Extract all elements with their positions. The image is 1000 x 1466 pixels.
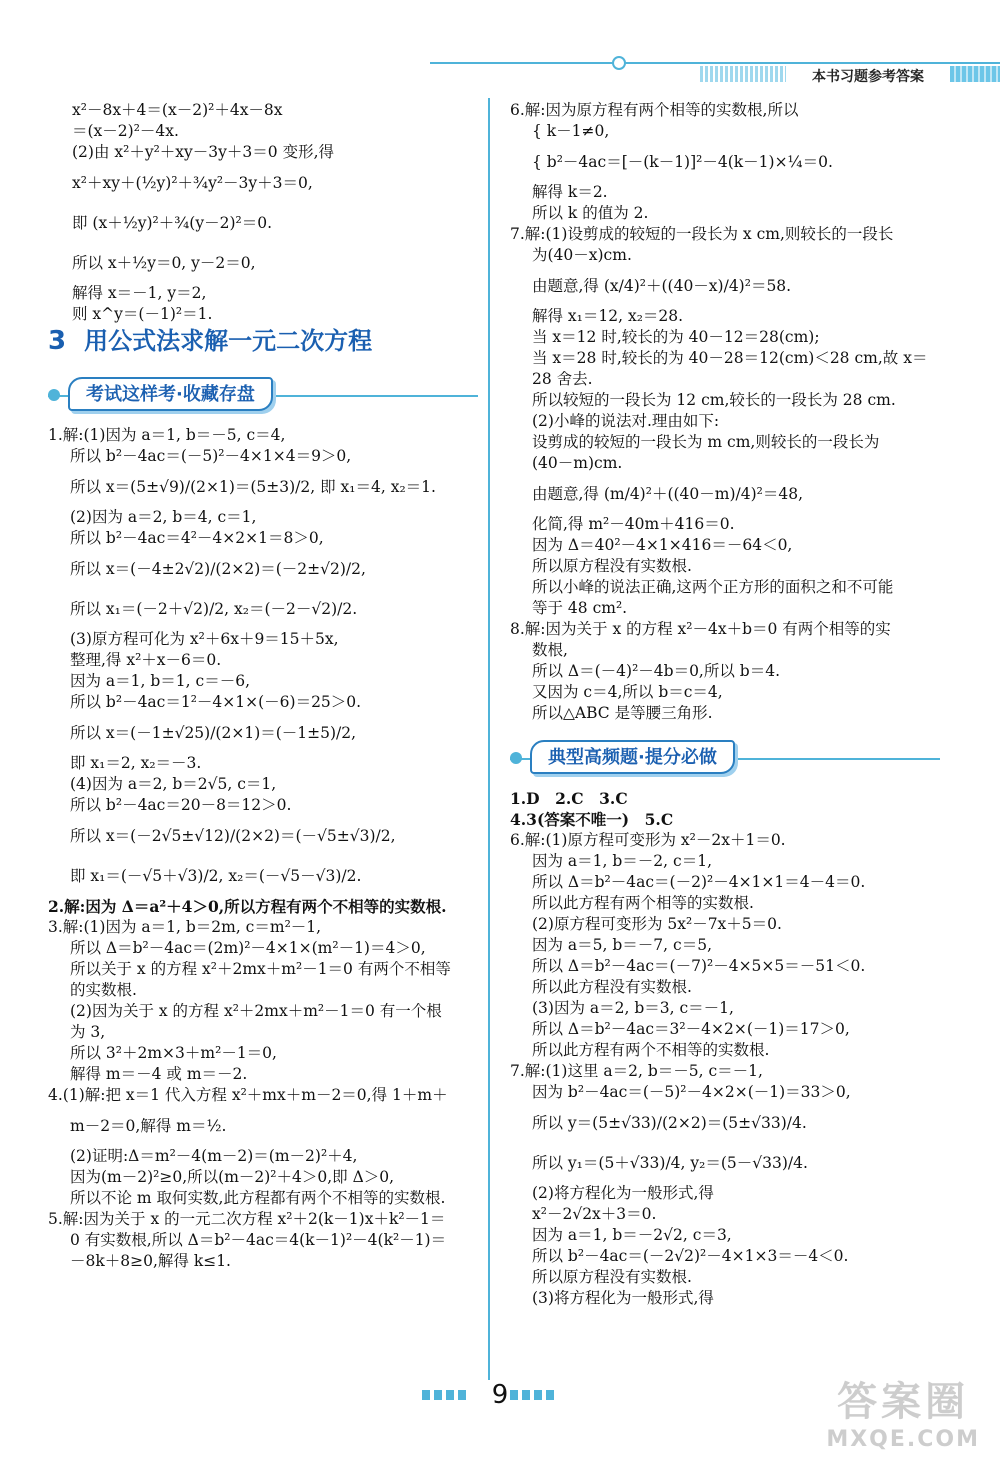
answer-line: m－2＝0,解得 m＝½. bbox=[70, 1117, 227, 1135]
answer-line: (2)原方程可变形为 5x²－7x＋5＝0. bbox=[532, 915, 782, 933]
answer-line: { k－1≠0, bbox=[532, 122, 610, 140]
answer-line: 所以 Δ＝b²－4ac＝3²－4×2×(－1)＝17＞0, bbox=[532, 1020, 850, 1038]
answer-line: (2)因为关于 x 的方程 x²＋2mx＋m²－1＝0 有一个根 bbox=[70, 1002, 442, 1020]
running-header-title: 本书习题参考答案 bbox=[790, 62, 946, 88]
answer-line: 4.3(答案不唯一) 5.C bbox=[510, 810, 674, 829]
answer-line: 2.解:因为 Δ＝a²＋4＞0,所以方程有两个不相等的实数根. bbox=[48, 897, 447, 916]
answer-line: 又因为 c＝4,所以 b＝c＝4, bbox=[532, 683, 723, 701]
answer-line: (3)因为 a＝2, b＝3, c＝－1, bbox=[532, 999, 734, 1017]
answer-line: 所以原方程没有实数根. bbox=[532, 1268, 692, 1286]
text-line: x²＋xy＋(½y)²＋¾y²－3y＋3＝0, bbox=[72, 174, 313, 192]
text-line: 即 (x＋½y)²＋¾(y－2)²＝0. bbox=[72, 214, 272, 232]
answer-line: 所以 x＝(－2√5±√12)/(2×2)＝(－√5±√3)/2, bbox=[70, 827, 396, 845]
answer-line: (2)因为 a＝2, b＝4, c＝1, bbox=[70, 508, 257, 526]
banner-label: 典型高频题·提分必做 bbox=[530, 740, 735, 774]
answer-line: 所以 b²－4ac＝1²－4×1×(－6)＝25＞0. bbox=[70, 693, 362, 711]
answer-line: 即 x₁＝(－√5＋√3)/2, x₂＝(－√5－√3)/2. bbox=[70, 867, 362, 885]
header-dot-icon bbox=[612, 56, 626, 70]
banner-bullet-icon bbox=[48, 389, 60, 401]
answer-line: { b²－4ac＝[－(k－1)]²－4(k－1)×¼＝0. bbox=[532, 153, 833, 171]
answer-line: 6.解:(1)原方程可变形为 x²－2x＋1＝0. bbox=[510, 831, 786, 849]
answer-line: 当 x＝12 时,较长的为 40－12＝28(cm); bbox=[532, 328, 820, 346]
answer-line: 解得 k＝2. bbox=[532, 183, 608, 201]
answer-line: 所以 b²－4ac＝4²－4×2×1＝8＞0, bbox=[70, 529, 324, 547]
section-title: 用公式法求解一元二次方程 bbox=[84, 327, 373, 355]
answer-line: 等于 48 cm². bbox=[532, 599, 628, 617]
watermark-url: MXQE.COM bbox=[826, 1427, 980, 1452]
answer-line: 所以此方程没有实数根. bbox=[532, 978, 692, 996]
answer-line: 由题意,得 (x/4)²＋((40－x)/4)²＝58. bbox=[532, 277, 792, 295]
answer-line: 由题意,得 (m/4)²＋((40－m)/4)²＝48, bbox=[532, 485, 804, 503]
answer-line: 所以此方程有两个相等的实数根. bbox=[532, 894, 754, 912]
answer-line: 即 x₁＝2, x₂＝－3. bbox=[70, 754, 202, 772]
answer-line: 整理,得 x²＋x－6＝0. bbox=[70, 651, 222, 669]
answer-line: (4)因为 a＝2, b＝2√5, c＝1, bbox=[70, 775, 277, 793]
page-number-right-decoration bbox=[510, 1390, 554, 1400]
answer-line: 当 x＝28 时,较长的为 40－28＝12(cm)＜28 cm,故 x＝ bbox=[532, 349, 928, 367]
left-column bbox=[48, 100, 478, 1272]
answer-line: 所以不论 m 取何实数,此方程都有两个不相等的实数根. bbox=[70, 1189, 446, 1207]
text-line: 则 x^y＝(－1)²＝1. bbox=[72, 305, 213, 323]
answer-line: 所以 y₁＝(5＋√33)/4, y₂＝(5－√33)/4. bbox=[532, 1154, 808, 1172]
answer-line: －8k＋8≥0,解得 k≤1. bbox=[70, 1252, 231, 1270]
answer-line: 因为 a＝1, b＝－2, c＝1, bbox=[532, 852, 712, 870]
answer-line: 因为 a＝5, b＝－7, c＝5, bbox=[532, 936, 712, 954]
page-number: 9 bbox=[491, 1380, 509, 1410]
right-column bbox=[510, 100, 940, 1309]
answer-line: 所以 y＝(5±√33)/(2×2)＝(5±√33)/4. bbox=[532, 1114, 807, 1132]
answer-line: 所以此方程有两个不相等的实数根. bbox=[532, 1041, 770, 1059]
answer-line: 化简,得 m²－40m＋416＝0. bbox=[532, 515, 735, 533]
header-stripe-decoration bbox=[700, 66, 786, 82]
answer-line: 所以 x＝(－1±√25)/(2×1)＝(－1±5)/2, bbox=[70, 724, 357, 742]
banner-bullet-icon bbox=[510, 752, 522, 764]
answer-line: (2)证明:Δ＝m²－4(m－2)＝(m－2)²＋4, bbox=[70, 1147, 358, 1165]
answer-line: (2)将方程化为一般形式,得 bbox=[532, 1184, 714, 1202]
text-line: ＝(x－2)²－4x. bbox=[72, 122, 179, 140]
subsection-banner bbox=[510, 738, 940, 776]
answer-line: 所以 Δ＝b²－4ac＝(2m)²－4×1×(m²－1)＝4＞0, bbox=[70, 939, 426, 957]
watermark bbox=[826, 1370, 980, 1452]
answer-line: 的实数根. bbox=[70, 981, 137, 999]
answer-line: 所以 x＝(－4±2√2)/(2×2)＝(－2±√2)/2, bbox=[70, 560, 366, 578]
banner-label: 考试这样考·收藏存盘 bbox=[68, 377, 273, 411]
answer-line: 为(40－x)cm. bbox=[532, 246, 632, 264]
answer-line: 1.解:(1)因为 a＝1, b＝－5, c＝4, bbox=[48, 426, 286, 444]
section-heading bbox=[48, 326, 478, 367]
answer-line: 所以 Δ＝(－4)²－4b＝0,所以 b＝4. bbox=[532, 662, 781, 680]
answer-line: (3)原方程可化为 x²＋6x＋9＝15＋5x, bbox=[70, 630, 339, 648]
answer-line: 所以 b²－4ac＝(－5)²－4×1×4＝9＞0, bbox=[70, 447, 352, 465]
answer-line: 因为 Δ＝40²－4×1×416＝－64＜0, bbox=[532, 536, 793, 554]
answer-line: 为 3, bbox=[70, 1023, 106, 1041]
answer-line: 所以 x＝(5±√9)/(2×1)＝(5±3)/2, 即 x₁＝4, x₂＝1. bbox=[70, 478, 436, 496]
answer-line: 所以△ABC 是等腰三角形. bbox=[532, 704, 713, 722]
answer-line: 解得 x₁＝12, x₂＝28. bbox=[532, 307, 684, 325]
answer-line: 所以 b²－4ac＝(－2√2)²－4×1×3＝－4＜0. bbox=[532, 1247, 849, 1265]
column-divider bbox=[488, 98, 490, 1380]
answer-line: 设剪成的较短的一段长为 m cm,则较长的一段长为 bbox=[532, 433, 880, 451]
answer-line: 因为 a＝1, b＝1, c＝－6, bbox=[70, 672, 250, 690]
answer-line: 6.解:因为原方程有两个相等的实数根,所以 bbox=[510, 101, 799, 119]
answer-line: 所以 x₁＝(－2＋√2)/2, x₂＝(－2－√2)/2. bbox=[70, 600, 358, 618]
answer-line: (3)将方程化为一般形式,得 bbox=[532, 1289, 714, 1307]
answer-line: 7.解:(1)设剪成的较短的一段长为 x cm,则较长的一段长 bbox=[510, 225, 894, 243]
answer-line: x²－2√2x＋3＝0. bbox=[532, 1205, 657, 1223]
answer-line: 所以 b²－4ac＝20－8＝12＞0. bbox=[70, 796, 292, 814]
answer-line: 1.D 2.C 3.C bbox=[510, 789, 628, 808]
answer-line: 所以 Δ＝b²－4ac＝(－2)²－4×1×1＝4－4＝0. bbox=[532, 873, 866, 891]
answer-line: 所以较短的一段长为 12 cm,较长的一段长为 28 cm. bbox=[532, 391, 896, 409]
text-line: (2)由 x²＋y²＋xy－3y＋3＝0 变形,得 bbox=[72, 143, 335, 161]
answer-line: 因为 b²－4ac＝(－5)²－4×2×(－1)＝33＞0, bbox=[532, 1083, 851, 1101]
answer-line: 0 有实数根,所以 Δ＝b²－4ac＝4(k－1)²－4(k²－1)＝ bbox=[70, 1231, 447, 1249]
answer-line: 因为(m－2)²≥0,所以(m－2)²＋4＞0,即 Δ＞0, bbox=[70, 1168, 395, 1186]
text-line: x²－8x＋4＝(x－2)²＋4x－8x bbox=[72, 101, 283, 119]
answer-line: 解得 m＝－4 或 m＝－2. bbox=[70, 1065, 248, 1083]
subsection-banner bbox=[48, 375, 478, 413]
answer-line: 5.解:因为关于 x 的一元二次方程 x²＋2(k－1)x＋k²－1＝ bbox=[48, 1210, 446, 1228]
answer-line: 4.(1)解:把 x＝1 代入方程 x²＋mx＋m－2＝0,得 1＋m＋ bbox=[48, 1086, 448, 1104]
text-line: 所以 x＋½y＝0, y－2＝0, bbox=[72, 254, 256, 272]
text-line: 解得 x＝－1, y＝2, bbox=[72, 284, 207, 302]
watermark-logo: 答案圈 bbox=[837, 1379, 970, 1425]
answer-line: 8.解:因为关于 x 的方程 x²－4x＋b＝0 有两个相等的实 bbox=[510, 620, 891, 638]
answer-line: 3.解:(1)因为 a＝1, b＝2m, c＝m²－1, bbox=[48, 918, 322, 936]
header-tail-decoration bbox=[950, 66, 1000, 82]
answer-line: (40－m)cm. bbox=[532, 454, 623, 472]
answer-line: (2)小峰的说法对.理由如下: bbox=[532, 412, 720, 430]
answer-line: 因为 a＝1, b＝－2√2, c＝3, bbox=[532, 1226, 732, 1244]
answer-line: 数根, bbox=[532, 641, 568, 659]
answer-line: 所以原方程没有实数根. bbox=[532, 557, 692, 575]
answer-line: 所以关于 x 的方程 x²＋2mx＋m²－1＝0 有两个不相等 bbox=[70, 960, 451, 978]
answer-line: 7.解:(1)这里 a＝2, b＝－5, c＝－1, bbox=[510, 1062, 763, 1080]
answer-line: 所以 k 的值为 2. bbox=[532, 204, 649, 222]
answer-line: 所以 3²＋2m×3＋m²－1＝0, bbox=[70, 1044, 277, 1062]
answer-line: 所以小峰的说法正确,这两个正方形的面积之和不可能 bbox=[532, 578, 894, 596]
answer-line: 所以 Δ＝b²－4ac＝(－7)²－4×5×5＝－51＜0. bbox=[532, 957, 866, 975]
answer-line: 28 舍去. bbox=[532, 370, 593, 388]
section-number: 3 bbox=[48, 326, 67, 356]
